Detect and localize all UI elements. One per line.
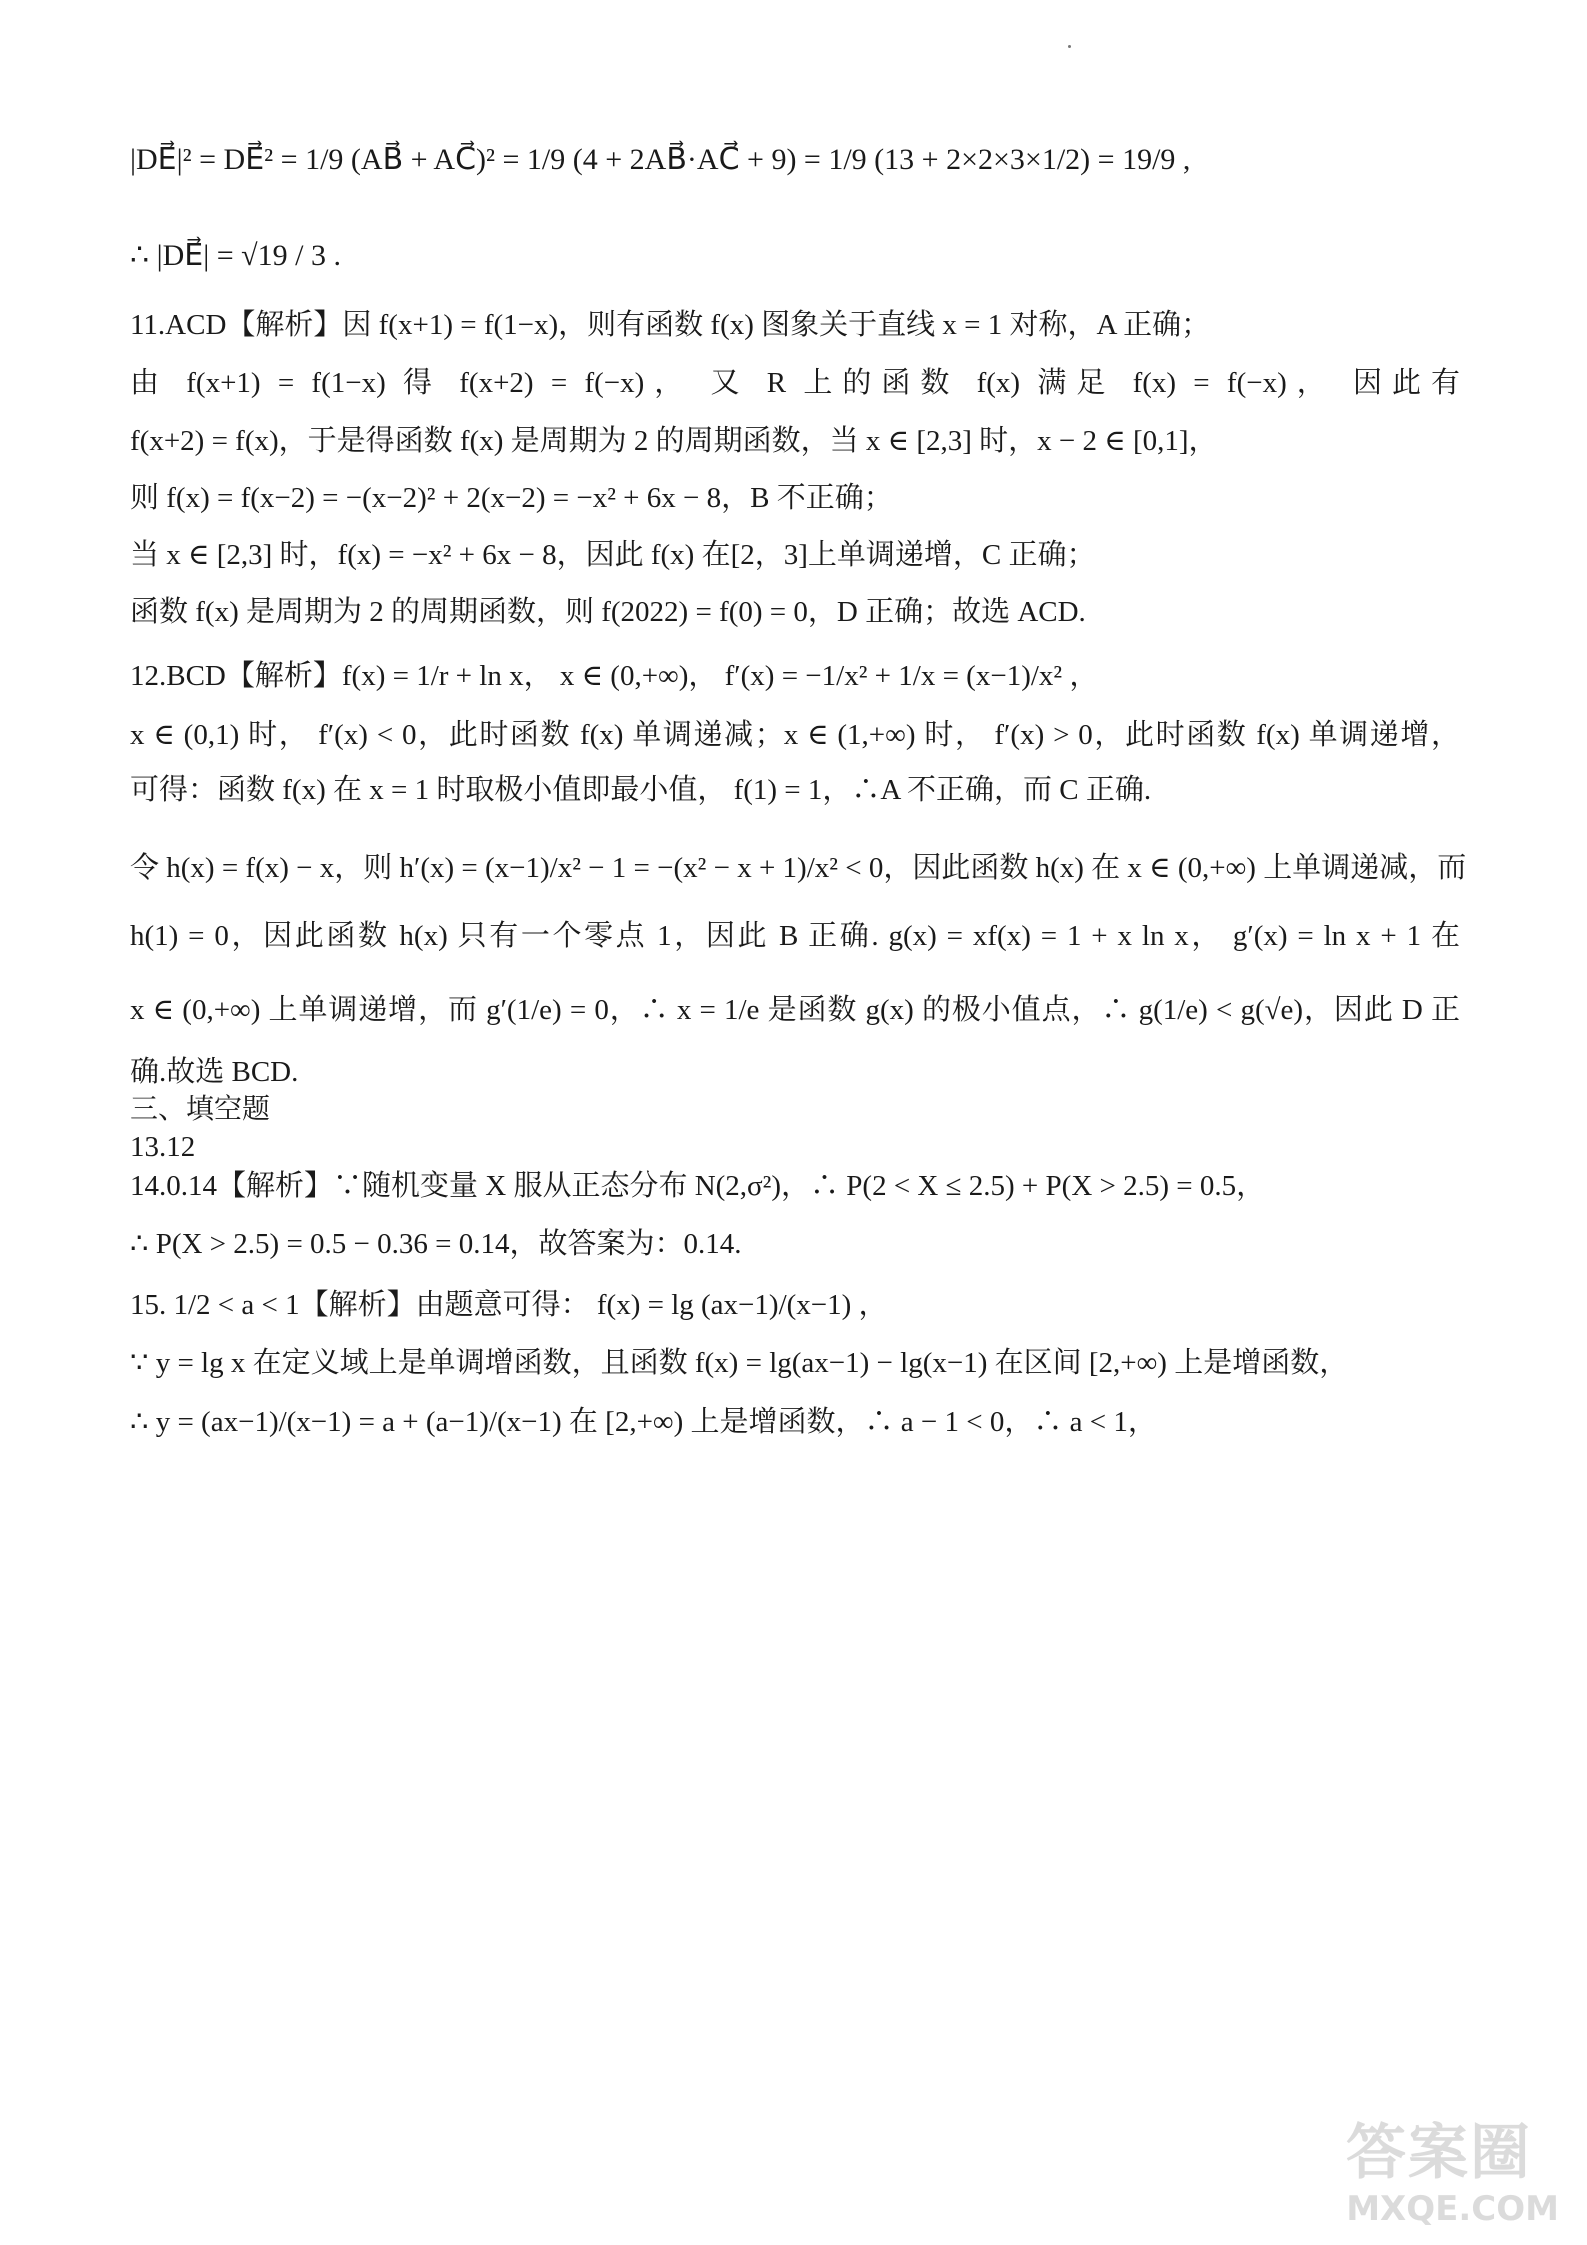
answer-12-line-6: x ∈ (0,+∞) 上单调递增，而 g′(1/e) = 0，∴ x = 1/e 是函数 g(x) 的极小值点，∴ g(1/e) < g(√e)，因此 D 正: [130, 994, 1460, 1026]
answer-11-line-3: f(x+2) = f(x)，于是得函数 f(x) 是周期为 2 的周期函数，当 x ∈ [2,3] 时，x − 2 ∈ [0,1]，: [130, 425, 1218, 457]
answer-14-line-2: ∴ P(X > 2.5) = 0.5 − 0.36 = 0.14，故答案为：0.14.: [130, 1228, 742, 1260]
watermark-logo: 答案圈: [1346, 2118, 1532, 2188]
answer-12-line-4: 令 h(x) = f(x) − x，则 h′(x) = (x−1)/x² − 1 = −(x² − x + 1)/x² < 0，因此函数 h(x) 在 x ∈ (0,+∞) 上单调递减，而: [130, 852, 1467, 884]
answer-11-line-5: 当 x ∈ [2,3] 时，f(x) = −x² + 6x − 8，因此 f(x) 在[2，3]上单调递增，C 正确；: [130, 539, 1096, 571]
answer-15-line-3: ∴ y = (ax−1)/(x−1) = a + (a−1)/(x−1) 在 [2,+∞) 上是增函数，∴ a − 1 < 0，∴ a < 1，: [130, 1406, 1157, 1438]
section-heading-fill-in: 三、填空题: [130, 1094, 271, 1125]
equation-de-squared: |DE⃗|² = DE⃗² = 1/9 (AB⃗ + AC⃗)² = 1/9 (4 + 2AB⃗·AC⃗ + 9) = 1/9 (13 + 2×2×3×1/2) = 19/9 ,: [130, 143, 1191, 176]
answer-13: 13.12: [130, 1131, 196, 1163]
answer-15-line-1: 15. 1/2 < a < 1【解析】由题意可得： f(x) = lg (ax−1)/(x−1) ，: [130, 1289, 888, 1321]
answer-12-line-7: 确.故选 BCD.: [130, 1056, 299, 1088]
scan-dot: [1068, 45, 1071, 48]
answer-11-line-2: 由 f(x+1) = f(1−x) 得 f(x+2) = f(−x)， 又 R 上的函数 f(x) 满足 f(x) = f(−x)， 因此有: [130, 367, 1460, 399]
answer-12-line-5: h(1) = 0，因此函数 h(x) 只有一个零点 1，因此 B 正确. g(x) = xf(x) = 1 + x ln x， g′(x) = ln x + 1 在: [130, 920, 1460, 952]
equation-de-magnitude: ∴ |DE⃗| = √19 / 3 .: [130, 239, 341, 272]
answer-14-line-1: 14.0.14【解析】∵随机变量 X 服从正态分布 N(2,σ²)，∴ P(2 < X ≤ 2.5) + P(X > 2.5) = 0.5，: [130, 1170, 1266, 1202]
answer-11-line-6: 函数 f(x) 是周期为 2 的周期函数，则 f(2022) = f(0) = 0，D 正确；故选 ACD.: [130, 596, 1086, 628]
watermark-url: MXQE.COM: [1346, 2189, 1559, 2229]
answer-12-line-2: x ∈ (0,1) 时， f′(x) < 0，此时函数 f(x) 单调递减；x ∈ (1,+∞) 时， f′(x) > 0，此时函数 f(x) 单调递增，: [130, 719, 1460, 751]
answer-12-line-3: 可得：函数 f(x) 在 x = 1 时取极小值即最小值， f(1) = 1，∴A 不正确，而 C 正确.: [130, 774, 1152, 806]
answer-11-line-4: 则 f(x) = f(x−2) = −(x−2)² + 2(x−2) = −x² + 6x − 8，B 不正确；: [130, 482, 893, 514]
answer-15-line-2: ∵ y = lg x 在定义域上是单调增函数，且函数 f(x) = lg(ax−1) − lg(x−1) 在区间 [2,+∞) 上是增函数，: [130, 1347, 1349, 1379]
answer-12-line-1: 12.BCD【解析】f(x) = 1/r + ln x， x ∈ (0,+∞)， f′(x) = −1/x² + 1/x = (x−1)/x² ，: [130, 660, 1099, 692]
site-watermark: [1339, 2117, 1569, 2237]
answer-11-line-1: 11.ACD【解析】因 f(x+1) = f(1−x)，则有函数 f(x) 图象关于直线 x = 1 对称，A 正确；: [130, 309, 1211, 341]
